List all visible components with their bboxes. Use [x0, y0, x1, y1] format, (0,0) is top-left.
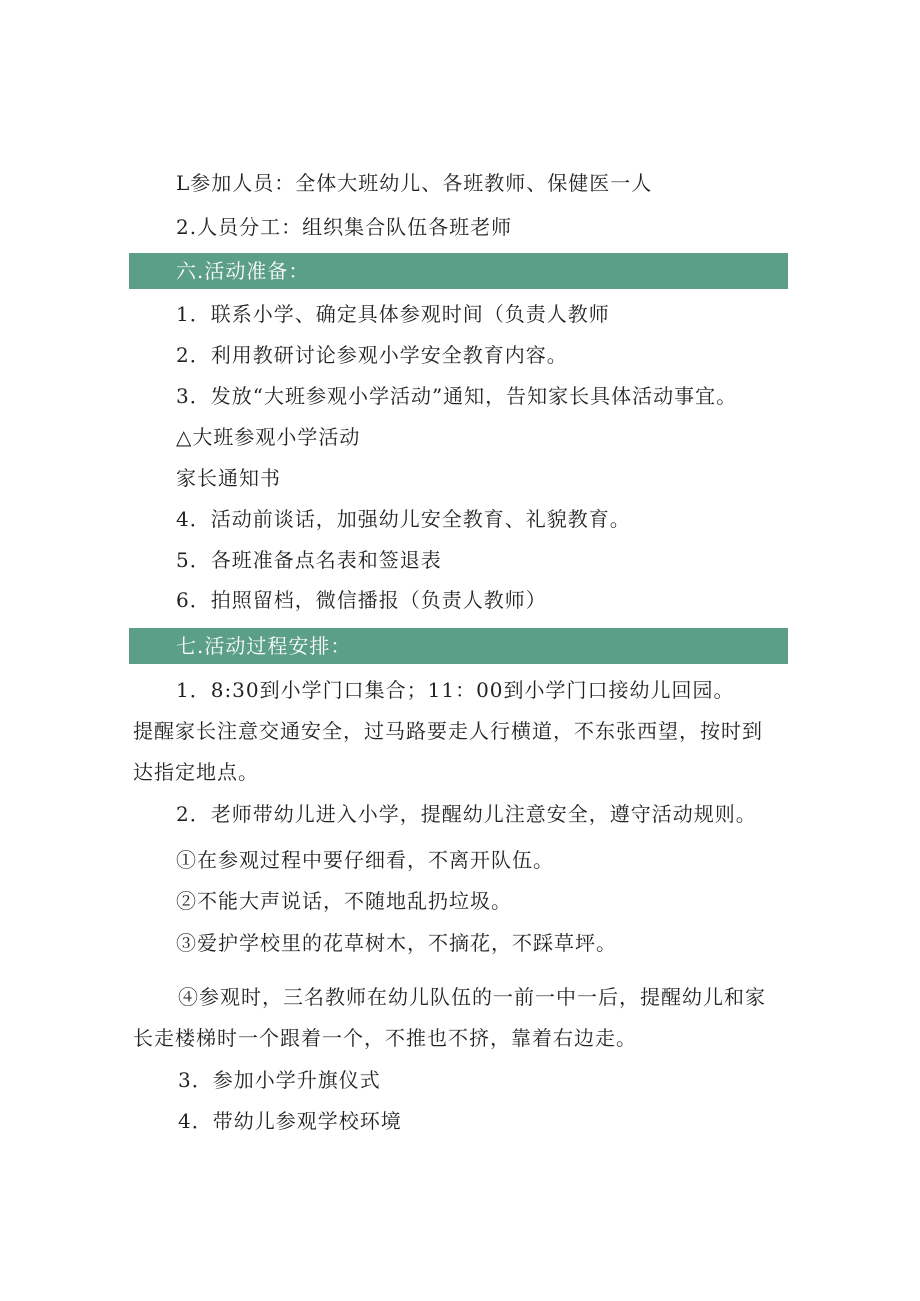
prep-item-3: 3．发放“大班参观小学活动”通知，告知家长具体活动事宜。: [176, 384, 738, 408]
prep-item-1: 1．联系小学、确定具体参观时间（负责人教师: [176, 302, 610, 326]
rule-1: ①在参观过程中要仔细看，不离开队伍。: [176, 848, 554, 872]
rule-4-line-2: 长走楼梯时一个跟着一个，不推也不挤，靠着右边走。: [133, 1026, 637, 1050]
process-item-4: 4．带幼儿参观学校环境: [178, 1109, 402, 1133]
rule-4-line-1: ④参观时，三名教师在幼儿队伍的一前一中一后，提醒幼儿和家: [178, 985, 766, 1009]
rule-2: ②不能大声说话，不随地乱扔垃圾。: [176, 889, 512, 913]
notice-title-line-1: △大班参观小学活动: [176, 425, 361, 449]
prep-item-6: 6．拍照留档，微信播报（负责人教师）: [176, 588, 547, 612]
section-heading-bar-process: [129, 628, 788, 664]
process-item-1: 1．8:30到小学门口集合；11：00到小学门口接幼儿回园。: [176, 678, 735, 702]
staff-assignment-line: 2.人员分工：组织集合队伍各班老师: [176, 215, 513, 239]
traffic-safety-line-1: 提醒家长注意交通安全，过马路要走人行横道，不东张西望，按时到: [133, 719, 763, 743]
process-item-2: 2．老师带幼儿进入小学，提醒幼儿注意安全，遵守活动规则。: [176, 802, 757, 826]
notice-title-line-2: 家长通知书: [176, 466, 281, 490]
prep-item-5: 5．各班准备点名表和签退表: [176, 548, 442, 572]
section-heading-preparation: 六.活动准备：: [176, 259, 310, 283]
traffic-safety-line-2: 达指定地点。: [133, 760, 259, 784]
prep-item-2: 2．利用教研讨论参观小学安全教育内容。: [176, 343, 568, 367]
section-heading-process: 七.活动过程安排：: [176, 634, 352, 658]
process-item-3: 3．参加小学升旗仪式: [178, 1068, 381, 1092]
prep-item-4: 4．活动前谈话，加强幼儿安全教育、礼貌教育。: [176, 507, 631, 531]
section-heading-bar-preparation: [129, 253, 788, 289]
participants-line: L参加人员：全体大班幼儿、各班教师、保健医一人: [176, 171, 653, 195]
rule-3: ③爱护学校里的花草树木，不摘花，不踩草坪。: [176, 931, 617, 955]
